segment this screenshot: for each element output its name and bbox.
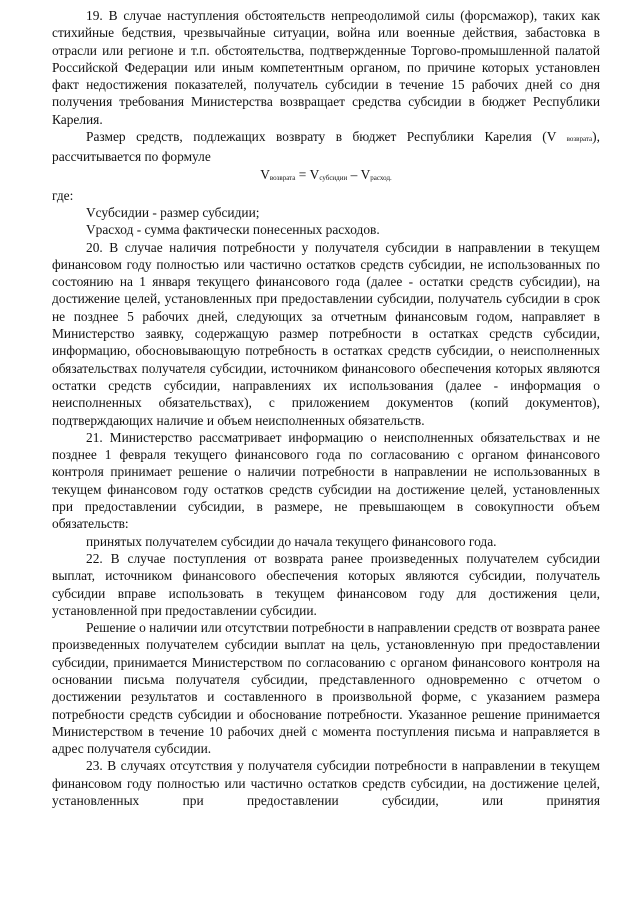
formula-v-expense: V (360, 166, 371, 182)
formula-minus: – (347, 166, 361, 182)
paragraph-19-amount (52, 128, 600, 166)
paragraph-19: 19. В случае наступления обстоятельств непреодолимой силы (форсмажор), таких как стихийные бедствия, чрезвычайные ситуации, война или военные действия, забастовка в отрасли или регионе и т.п. обстоятельства, подтвержденные Торгово-промышленной палатой Российской Федерации или иным компетентным органом, по причине которых установлен факт недостижения показателей, получатель субсидии в течение 15 рабочих дней со дня получения требования Министерства возвращает средства субсидии в бюджет Республики Карелия. (52, 8, 600, 127)
formula-v-return: V (260, 166, 270, 182)
formula-sub-subsidy: субсидии (319, 173, 348, 182)
amount-text: Размер средств, подлежащих возврату в бюджет Республики Карелия (V (86, 129, 557, 145)
formula-equals: = (295, 166, 310, 182)
formula-sub-expense: расход. (370, 173, 392, 182)
paragraph-21-item: принятых получателем субсидии до начала текущего финансового года. (86, 533, 497, 549)
formula (52, 166, 600, 187)
definition-subsidy: Vсубсидии - размер субсидии; (86, 204, 260, 220)
paragraph-22-decision: Решение о наличии или отсутствии потребности в направлении средств от возврата ранее произведенных получателем субсидии выплат на цель, установленную при предоставлении субсидии, принимается Министерством по согласованию с органом финансового контроля на основании письма получателя субсидии, представленного одновременно с отчетом о достижении результатов и составленного в произвольной форме, с указанием размера потребности средств субсидии и обоснование потребности. Указанное решение принимается Министерством в течение 10 рабочих дней с момента поступления письма и направляется в адрес получателя субсидии. (52, 620, 600, 757)
paragraph-20: 20. В случае наличия потребности у получателя субсидии в направлении в текущем финансовом году полностью или частично остатков средств субсидии, не использованных по состоянию на 1 января текущего финансового года (далее - остатки средств субсидии), на достижение целей, установленных при предоставлении субсидии, получатель субсидии в срок не позднее 5 рабочих дней, следующих за отчетным финансовым годом, направляет в Министерство заявку, содержащую размер потребности в остатках средств субсидии, информацию, обосновывающую потребность в остатках средств субсидии, о неисполненных обязательствах получателя субсидии, источником финансового обеспечения которых являются остатки средств субсидии, направлениях их использования (далее - информация о неисполненных обязательствах), с приложением документов (копий документов), подтверждающих наличие и объем неисполненных обязательств. (52, 239, 600, 428)
paragraph-22: 22. В случае поступления от возврата ранее произведенных получателем субсидии выплат, источником финансового обеспечения которых являются субсидии, получатель субсидии вправе использовать в текущем финансовом году для достижения цели, установленной при предоставлении субсидии. (52, 550, 600, 618)
amount-sub: возврата (566, 135, 593, 144)
paragraph-21: 21. Министерство рассматривает информацию о неисполненных обязательствах и не позднее 1 февраля текущего финансового года по согласованию с органом финансового контроля принимает решение о наличии потребности в направлении не использованных в текущем финансовом году остатков средств субсидии на достижение целей, установленных при предоставлении субсидии, в размере, не превышающем в совокупности объем обязательств: (52, 429, 600, 532)
where-label: где: (52, 187, 74, 203)
document-page (52, 7, 600, 809)
definition-expense: Vрасход - сумма фактически понесенных расходов. (86, 222, 380, 238)
amount-tail: ), рассчитывается по формуле (52, 129, 600, 165)
formula-sub-return: возврата (269, 173, 296, 182)
formula-v-subsidy: V (309, 166, 320, 182)
paragraph-23: 23. В случаях отсутствия у получателя субсидии потребности в направлении в текущем финансовом году полностью или частично остатков средств субсидии, на достижение целей, установленных при предоставлении субсидии, или принятия (52, 758, 600, 809)
